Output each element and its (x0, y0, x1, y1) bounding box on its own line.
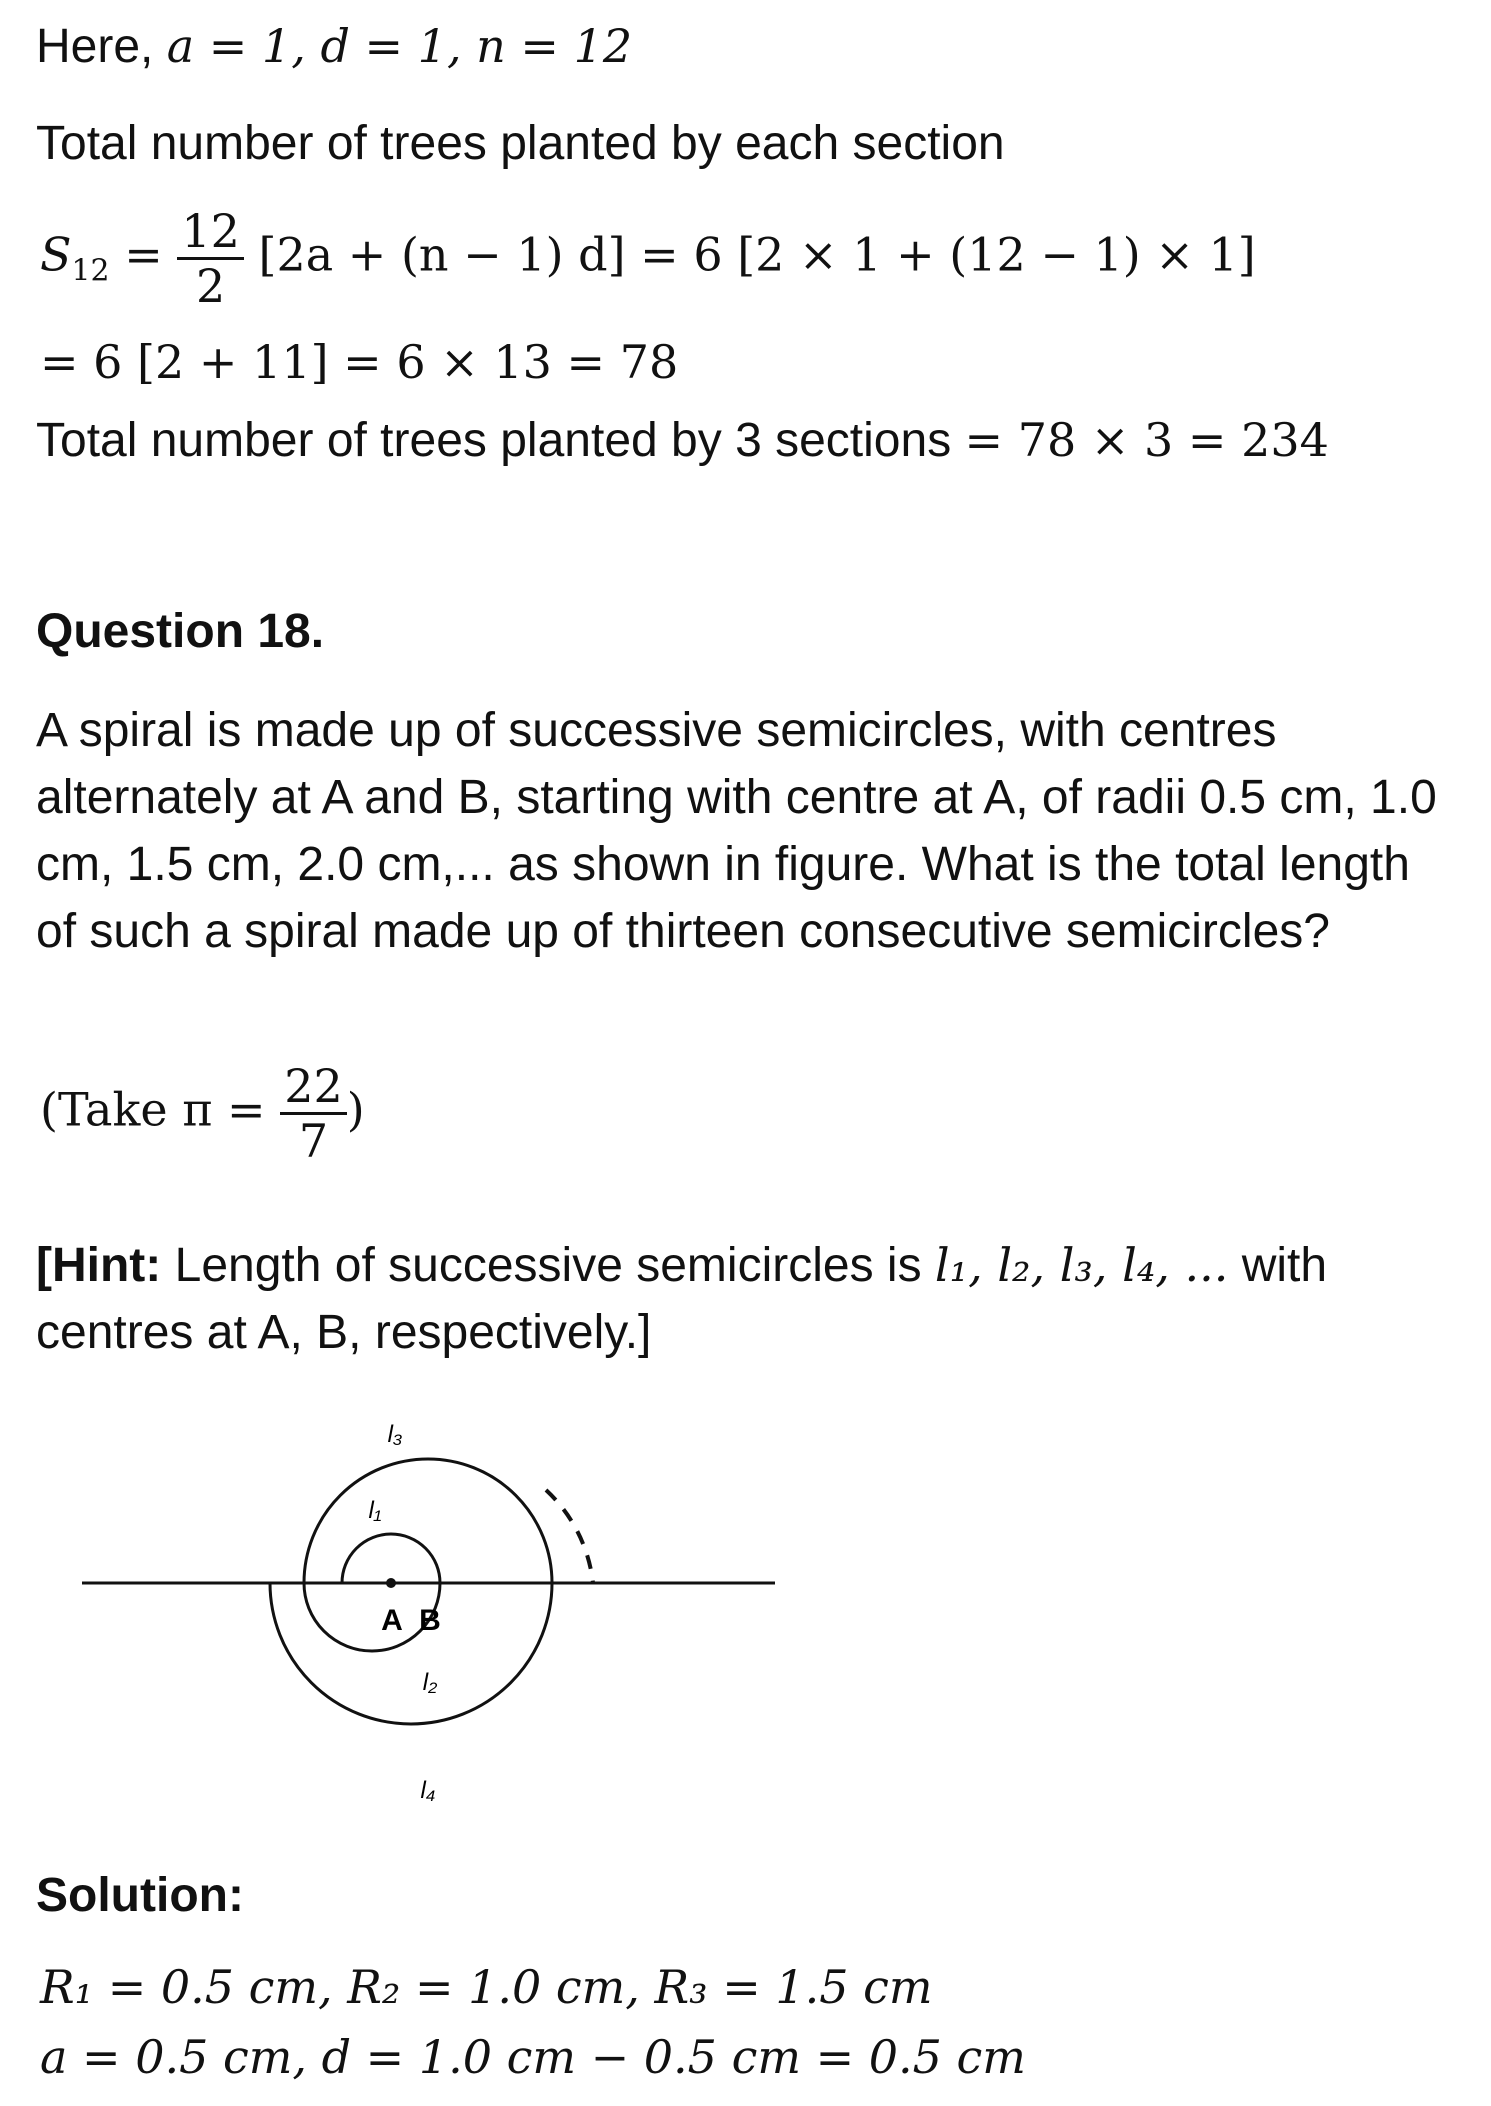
label-l2: l₂ (422, 1669, 438, 1696)
pi-fraction-numerator: 22 (284, 1059, 343, 1113)
s12-subscript: 12 (71, 253, 110, 289)
total-each-section-text: Total number of trees planted by each section (36, 117, 1005, 170)
point-A-dot (386, 1578, 396, 1588)
solution-heading: Solution: (36, 1869, 244, 1922)
label-B: B (419, 1604, 441, 1637)
total-three-math: = 78 × 3 = 234 (964, 413, 1329, 467)
hint-label: [Hint: (36, 1239, 162, 1292)
question-body: A spiral is made up of successive semicircles, with centres alternately at A and B, starting with centre at A, of radii 0.5 cm, 1.0 cm, 1.5 cm, 2.0 cm,... as shown in figure. What is the total length of such a spiral made up of thirteen consecutive semicircles? (36, 704, 1437, 958)
label-l3: l₃ (387, 1421, 403, 1448)
hint-text-2: with centres at A, B, respectively.] (36, 1239, 1328, 1359)
semicircle-l1 (342, 1534, 440, 1583)
semicircle-l4 (270, 1583, 552, 1724)
label-A: A (381, 1604, 403, 1637)
s12-symbol: S (40, 227, 72, 282)
hint-math: l₁, l₂, l₃, l₄, ... (934, 1238, 1229, 1292)
take-pi-line (40, 1060, 365, 1167)
hint-text-1: Length of successive semicircles is (174, 1239, 922, 1292)
equation-line-2: = 6 [2 + 11] = 6 × 13 = 78 (40, 335, 679, 389)
s12-fraction-numerator: 12 (181, 204, 240, 258)
take-pi-suffix: ) (346, 1082, 365, 1137)
here-label: Here, (36, 20, 154, 73)
question-heading: Question 18. (36, 605, 325, 658)
total-three-text: Total number of trees planted by 3 sections (36, 414, 952, 467)
pi-fraction (280, 1060, 347, 1167)
pi-fraction-denominator: 7 (298, 1114, 329, 1168)
spiral-figure (0, 1400, 820, 1820)
s12-rhs: [2a + (n − 1) d] = 6 [2 × 1 + (12 − 1) × 1] (258, 227, 1256, 282)
label-l4: l₄ (420, 1777, 436, 1804)
s12-fraction (177, 205, 244, 312)
label-l1: l₁ (368, 1497, 382, 1524)
solution-line-2: a = 0.5 cm, d = 1.0 cm − 0.5 cm = 0.5 cm (40, 2030, 1026, 2084)
solution-line-1: R₁ = 0.5 cm, R₂ = 1.0 cm, R₃ = 1.5 cm (40, 1960, 933, 2014)
s12-equation (40, 205, 1256, 312)
equals-sign: = (124, 227, 163, 282)
s12-fraction-denominator: 2 (195, 259, 226, 313)
hint-paragraph (36, 1232, 1456, 1366)
here-math: a = 1, d = 1, n = 12 (166, 19, 633, 73)
take-pi-prefix: (Take π = (40, 1082, 266, 1137)
semicircle-l3 (304, 1459, 552, 1583)
total-three-sections-line (36, 408, 1329, 473)
continuation-dashed-arc (546, 1490, 593, 1583)
here-line (36, 14, 632, 79)
